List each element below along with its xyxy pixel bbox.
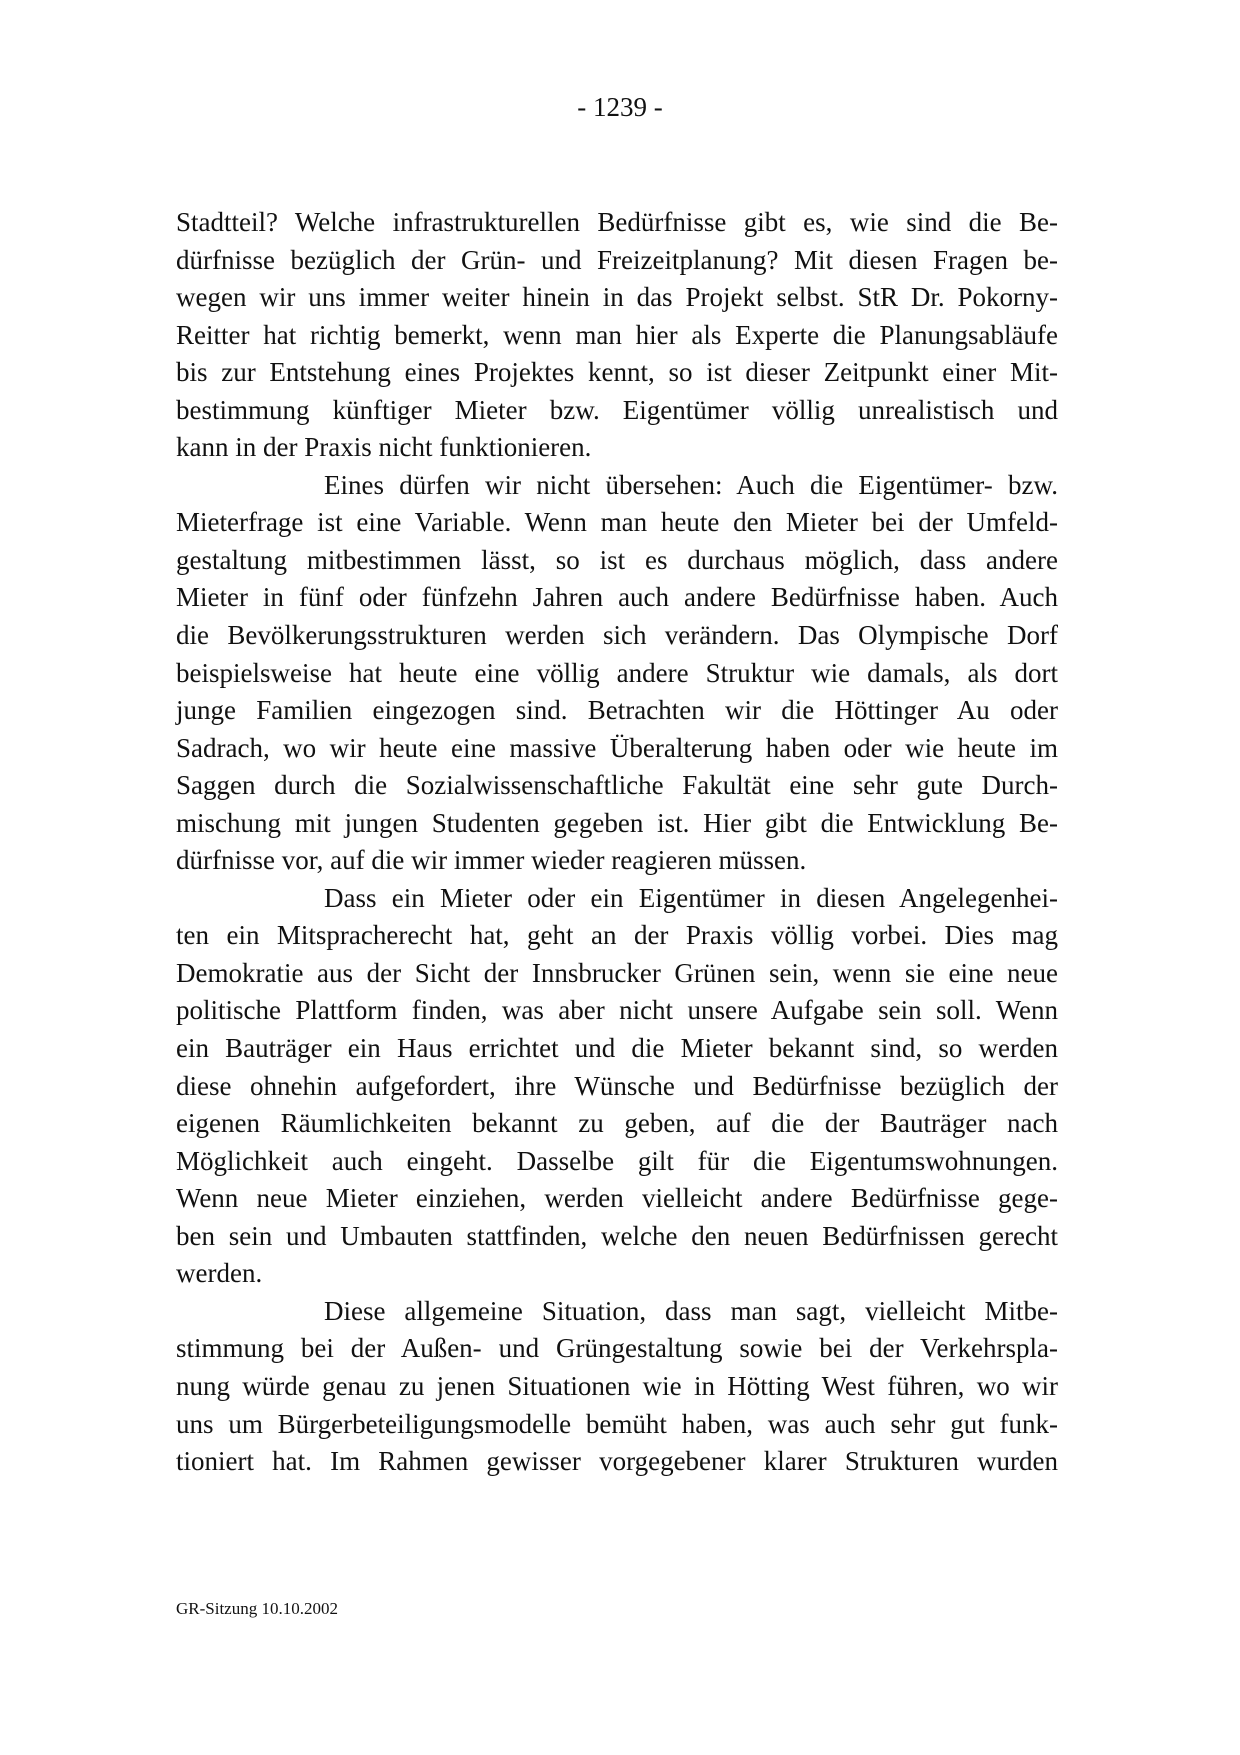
text-line: bis zur Entstehung eines Projektes kennt, so ist dieser Zeitpunkt einer Mit- bbox=[176, 357, 1058, 388]
text-line: Mieterfrage ist eine Variable. Wenn man heute den Mieter bei der Umfeld- bbox=[176, 507, 1058, 538]
text-line: beispielsweise hat heute eine völlig andere Struktur wie damals, als dort bbox=[176, 657, 1058, 688]
text-line: Wenn neue Mieter einziehen, werden vielleicht andere Bedürfnisse gege- bbox=[176, 1183, 1058, 1214]
text-line: ten ein Mitspracherecht hat, geht an der Praxis völlig vorbei. Dies mag bbox=[176, 920, 1058, 951]
text-line: kann in der Praxis nicht funktionieren. bbox=[176, 432, 592, 463]
text-line: wegen wir uns immer weiter hinein in das Projekt selbst. StR Dr. Pokorny- bbox=[176, 282, 1058, 313]
text-line: politische Plattform finden, was aber nicht unsere Aufgabe sein soll. Wenn bbox=[176, 995, 1058, 1026]
text-line: Eines dürfen wir nicht übersehen: Auch die Eigentümer- bzw. bbox=[324, 469, 1058, 500]
text-line: tioniert hat. Im Rahmen gewisser vorgegebener klarer Strukturen wurden bbox=[176, 1446, 1058, 1477]
text-line: Möglichkeit auch eingeht. Dasselbe gilt für die Eigentumswohnungen. bbox=[176, 1145, 1058, 1176]
text-line: werden. bbox=[176, 1258, 263, 1289]
document-body bbox=[176, 204, 1058, 1481]
text-line: Saggen durch die Sozialwissenschaftliche Fakultät eine sehr gute Durch- bbox=[176, 770, 1058, 801]
text-line: dürfnisse bezüglich der Grün- und Freizeitplanung? Mit diesen Fragen be- bbox=[176, 244, 1058, 275]
text-line: dürfnisse vor, auf die wir immer wieder reagieren müssen. bbox=[176, 845, 807, 876]
text-line: Mieter in fünf oder fünfzehn Jahren auch andere Bedürfnisse haben. Auch bbox=[176, 582, 1058, 613]
text-line: diese ohnehin aufgefordert, ihre Wünsche und Bedürfnisse bezüglich der bbox=[176, 1070, 1058, 1101]
text-line: uns um Bürgerbeteiligungsmodelle bemüht haben, was auch sehr gut funk- bbox=[176, 1408, 1058, 1439]
text-line: Sadrach, wo wir heute eine massive Überalterung haben oder wie heute im bbox=[176, 732, 1058, 763]
text-line: bestimmung künftiger Mieter bzw. Eigentümer völlig unrealistisch und bbox=[176, 394, 1058, 425]
footer-session-label: GR-Sitzung 10.10.2002 bbox=[176, 1599, 338, 1618]
text-line: Diese allgemeine Situation, dass man sagt, vielleicht Mitbe- bbox=[324, 1295, 1058, 1326]
text-line: ben sein und Umbauten stattfinden, welche den neuen Bedürfnissen gerecht bbox=[176, 1220, 1058, 1251]
text-line: eigenen Räumlichkeiten bekannt zu geben, auf die der Bauträger nach bbox=[176, 1108, 1058, 1139]
text-line: nung würde genau zu jenen Situationen wie in Hötting West führen, wo wir bbox=[176, 1370, 1058, 1401]
page-number: - 1239 - bbox=[577, 92, 663, 122]
text-line: stimmung bei der Außen- und Grüngestaltung sowie bei der Verkehrspla- bbox=[176, 1333, 1058, 1364]
text-line: die Bevölkerungsstrukturen werden sich verändern. Das Olympische Dorf bbox=[176, 620, 1058, 651]
text-line: mischung mit jungen Studenten gegeben ist. Hier gibt die Entwicklung Be- bbox=[176, 807, 1058, 838]
text-line: Reitter hat richtig bemerkt, wenn man hier als Experte die Planungsabläufe bbox=[176, 319, 1058, 350]
text-line: gestaltung mitbestimmen lässt, so ist es durchaus möglich, dass andere bbox=[176, 544, 1058, 575]
text-line: Dass ein Mieter oder ein Eigentümer in diesen Angelegenhei- bbox=[324, 882, 1058, 913]
text-line: ein Bauträger ein Haus errichtet und die Mieter bekannt sind, so werden bbox=[176, 1033, 1058, 1064]
text-line: Stadtteil? Welche infrastrukturellen Bedürfnisse gibt es, wie sind die Be- bbox=[176, 207, 1058, 237]
text-line: junge Familien eingezogen sind. Betrachten wir die Höttinger Au oder bbox=[176, 695, 1058, 726]
text-line: Demokratie aus der Sicht der Innsbrucker Grünen sein, wenn sie eine neue bbox=[176, 957, 1058, 988]
